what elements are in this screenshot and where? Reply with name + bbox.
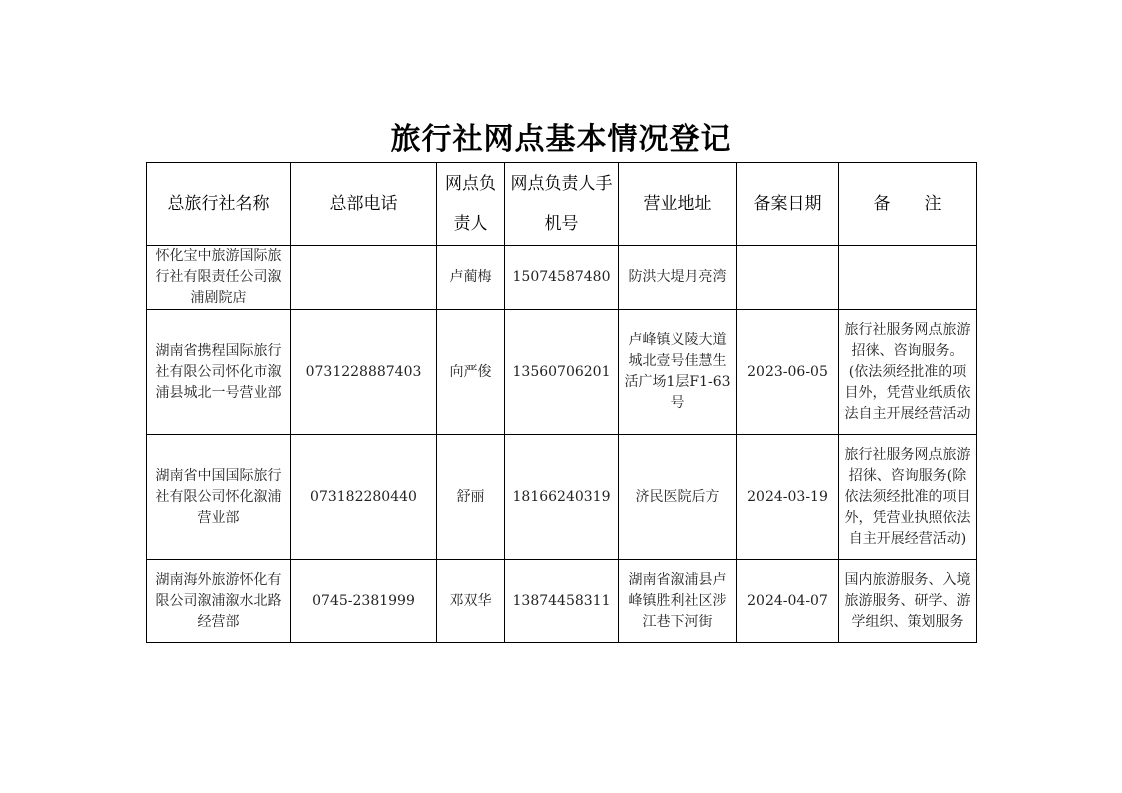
header-row: [147, 163, 977, 246]
header-address: 营业地址: [619, 163, 737, 246]
cell-manager-mobile: 15074587480: [505, 246, 619, 310]
cell-address: 湖南省溆浦县卢峰镇胜利社区涉江巷下河街: [619, 560, 737, 643]
cell-remarks: 旅行社服务网点旅游招徕、咨询服务。(依法须经批准的项目外，凭营业纸质依法自主开展经营活动: [839, 310, 977, 435]
cell-remarks: 国内旅游服务、入境旅游服务、研学、游学组织、策划服务: [839, 560, 977, 643]
header-agency-name: 总旅行社名称: [147, 163, 291, 246]
cell-manager: 卢蔺梅: [437, 246, 505, 310]
header-remarks: 备 注: [839, 163, 977, 246]
cell-agency-name: 湖南省携程国际旅行社有限公司怀化市溆浦县城北一号营业部: [147, 310, 291, 435]
cell-manager: 舒丽: [437, 435, 505, 560]
cell-remarks: [839, 246, 977, 310]
cell-agency-name: 怀化宝中旅游国际旅行社有限责任公司溆浦剧院店: [147, 246, 291, 310]
table-row: [147, 560, 977, 643]
table-row: [147, 310, 977, 435]
cell-agency-name: 湖南海外旅游怀化有限公司溆浦溆水北路经营部: [147, 560, 291, 643]
cell-hq-phone: [291, 246, 437, 310]
cell-hq-phone: 0731228887403: [291, 310, 437, 435]
cell-hq-phone: 0745-2381999: [291, 560, 437, 643]
table-row: [147, 435, 977, 560]
cell-manager-mobile: 18166240319: [505, 435, 619, 560]
cell-filing-date: 2023-06-05: [737, 310, 839, 435]
cell-filing-date: [737, 246, 839, 310]
cell-manager-mobile: 13874458311: [505, 560, 619, 643]
cell-address: 防洪大堤月亮湾: [619, 246, 737, 310]
page-title: 旅行社网点基本情况登记: [390, 122, 732, 157]
header-hq-phone: 总部电话: [291, 163, 437, 246]
cell-address: 卢峰镇义陵大道城北壹号佳慧生活广场1层F1-63号: [619, 310, 737, 435]
cell-agency-name: 湖南省中国国际旅行社有限公司怀化溆浦营业部: [147, 435, 291, 560]
cell-manager: 向严俊: [437, 310, 505, 435]
header-manager-mobile: 网点负责人手机号: [505, 163, 619, 246]
cell-address: 济民医院后方: [619, 435, 737, 560]
table-row: [147, 246, 977, 310]
header-filing-date: 备案日期: [737, 163, 839, 246]
cell-manager: 邓双华: [437, 560, 505, 643]
cell-manager-mobile: 13560706201: [505, 310, 619, 435]
cell-filing-date: 2024-04-07: [737, 560, 839, 643]
header-manager: 网点负责人: [437, 163, 505, 246]
cell-hq-phone: 073182280440: [291, 435, 437, 560]
registration-table: [146, 162, 977, 643]
cell-remarks: 旅行社服务网点旅游招徕、咨询服务(除依法须经批准的项目外，凭营业执照依法自主开展经营活动): [839, 435, 977, 560]
cell-filing-date: 2024-03-19: [737, 435, 839, 560]
